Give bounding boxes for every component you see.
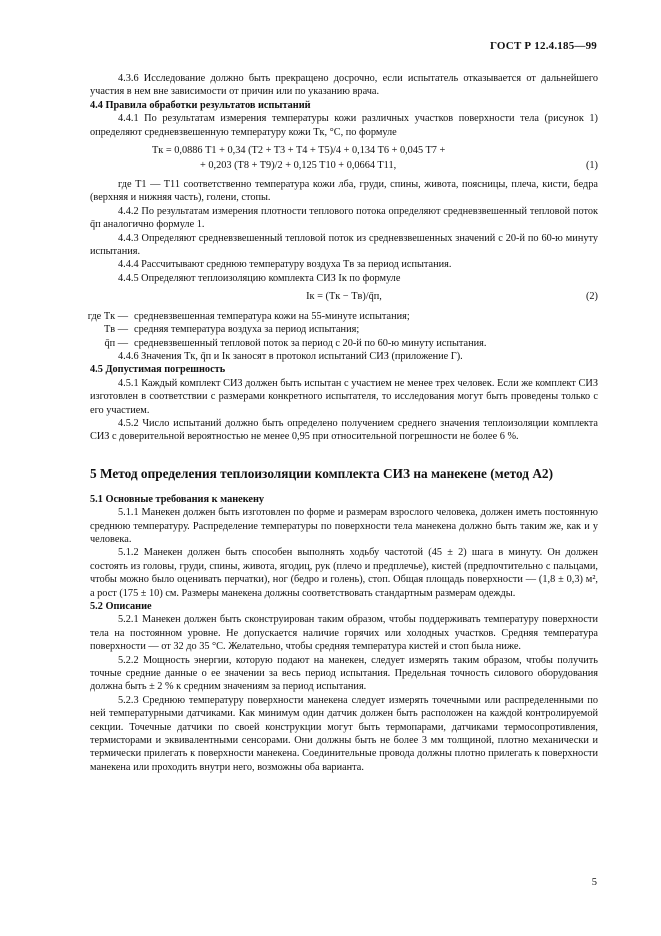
formula-1-where: где T1 — T11 соответственно температура кожи лба, груди, спины, живота, поясницы, плеча, кисти, бедра (верхняя и нижняя часть), голени, стопы. bbox=[90, 179, 598, 204]
clause-4-4-1: 4.4.1 По результатам измерения температуры кожи различных участков поверхности тела (рисунок 1) определяют средневзвешенную температуру кожи Tк, °C, по формуле bbox=[90, 113, 598, 138]
clause-4-4-6: 4.4.6 Значения Tк, q̄п и Iк заносят в протокол испытаний СИЗ (приложение Г). bbox=[118, 350, 463, 362]
section-5-title: 5 Метод определения теплоизоляции комплекта СИЗ на манекене (метод А2) bbox=[90, 465, 553, 481]
formula-2-number: (2) bbox=[585, 291, 598, 303]
heading-4-4: 4.4 Правила обработки результатов испытаний bbox=[90, 99, 311, 111]
clause-4-4-3: 4.4.3 Определяют средневзвешенный тепловой поток из средневзвешенных значений с 20-й по 60-ю минуту испытания. bbox=[90, 232, 598, 258]
clause-5-2-1: 5.2.1 Манекен должен быть сконструирован таким образом, чтобы поддерживать температуру поверхности тела на постоянном уровне. Не допускается наличие горячих или холодных участков. Средняя температура поверхности — от 32 до 35 °C. Желательно, чтобы средняя температура кистей и стоп была ниже. bbox=[90, 614, 598, 653]
formula-2-definitions bbox=[76, 310, 598, 350]
formula-2-expression: Iк = (Tк − Tв)/q̄п, bbox=[306, 291, 382, 303]
document-body bbox=[87, 72, 598, 774]
formula-1-number: (1) bbox=[585, 160, 598, 172]
clause-5-1-1: 5.1.1 Манекен должен быть изготовлен по форме и размерам взрослого человека, должен иметь постоянную среднюю температуру. Распределение температуры по поверхности тела манекена должно быть таким же, как и у человека. bbox=[90, 507, 598, 545]
clause-5-1-2: 5.1.2 Манекен должен быть способен выполнять ходьбу частотой (45 ± 2) шага в минуту. Он должен состоять из головы, груди, спины, живота, ягодиц, рук (плечо и предплечье), кистей (предпочтительно с пальцами, чтобы можно было оценивать перчатки), ног (бедро и голень), стоп. Общая площадь поверхности — (1,8 ± 0,3) м², а рост (175 ± 10) см. Размеры манекена должны соответствовать стандартным размерам одежды. bbox=[90, 547, 598, 599]
clause-4-4-5: 4.4.5 Определяют теплоизоляцию комплекта СИЗ Iк по формуле bbox=[118, 272, 401, 284]
page-number: 5 bbox=[591, 877, 597, 888]
formula-1 bbox=[90, 143, 598, 173]
clause-5-2-3: 5.2.3 Среднюю температуру поверхности манекена следует измерять точечными или распределенными по ней температурными датчиками. Как минимум один датчик должен быть расположен на каждой контролируемой секции. Точечные датчики по своей конструкции могут быть термопарами, датчиками термосопротивления, термисторами и эквивалентными сенсорами. Они должны быть не более 3 мм толщиной, плотно механически и термически прилегать к поверхности манекена. Соединительные провода должны плотно прилегать к поверхности манекена или проходить внутри него, возможны оба варианта. bbox=[90, 694, 598, 773]
heading-5-2: 5.2 Описание bbox=[90, 601, 152, 612]
formula-1-line-2: + 0,203 (T8 + T9)/2 + 0,125 T10 + 0,0664 T11, (1) bbox=[200, 160, 598, 172]
clause-4-5-2: 4.5.2 Число испытаний должно быть определено получением среднего значения теплоизоляции комплекта СИЗ с доверительной вероятностью не менее 0,95 при относительной погрешности не более 6 %. bbox=[90, 417, 598, 443]
formula-2 bbox=[90, 290, 598, 303]
clause-4-5-1: 4.5.1 Каждый комплект СИЗ должен быть испытан с участием не менее трех человек. Если же комплект СИЗ изготовлен в соответствии с размерами конкретного испытателя, то исследования могут быть проведены только с его участием. bbox=[90, 377, 598, 416]
clause-4-4-2: 4.4.2 По результатам измерения плотности теплового потока определяют средневзвешенный тепловой поток q̄п аналогично формуле 1. bbox=[90, 205, 598, 231]
definition-row: где Tк — средневзвешенная температура кожи на 55-минуте испытания; bbox=[87, 310, 410, 322]
clause-5-2-2: 5.2.2 Мощность энергии, которую подают на манекен, следует измерять таким образом, чтобы получить точные средние данные о ее значении за весь период испытания. Предельная точность силового оборудования должна быть ± 2 % к средним значениям за период испытания. bbox=[90, 654, 598, 693]
clause-4-4-4: 4.4.4 Рассчитывают среднюю температуру воздуха Tв за период испытания. bbox=[118, 259, 452, 271]
clause-4-3-6: 4.3.6 Исследование должно быть прекращено досрочно, если испытатель отказывается от дальнейшего участия в нем вне зависимости от причин или по указанию врача. bbox=[90, 73, 598, 98]
heading-5-1: 5.1 Основные требования к манекену bbox=[90, 493, 265, 505]
formula-1-line-1: Tк = 0,0886 T1 + 0,34 (T2 + T3 + T4 + T5)/4 + 0,134 T6 + 0,045 T7 + bbox=[152, 145, 446, 157]
standard-header: ГОСТ Р 12.4.185—99 bbox=[489, 40, 597, 52]
definition-row: Tв — средняя температура воздуха за период испытания; bbox=[103, 324, 360, 336]
definition-row: q̄п — средневзвешенный тепловой поток за период с 20-й по 60-ю минуту испытания. bbox=[104, 337, 487, 349]
heading-4-5: 4.5 Допустимая погрешность bbox=[90, 364, 226, 376]
